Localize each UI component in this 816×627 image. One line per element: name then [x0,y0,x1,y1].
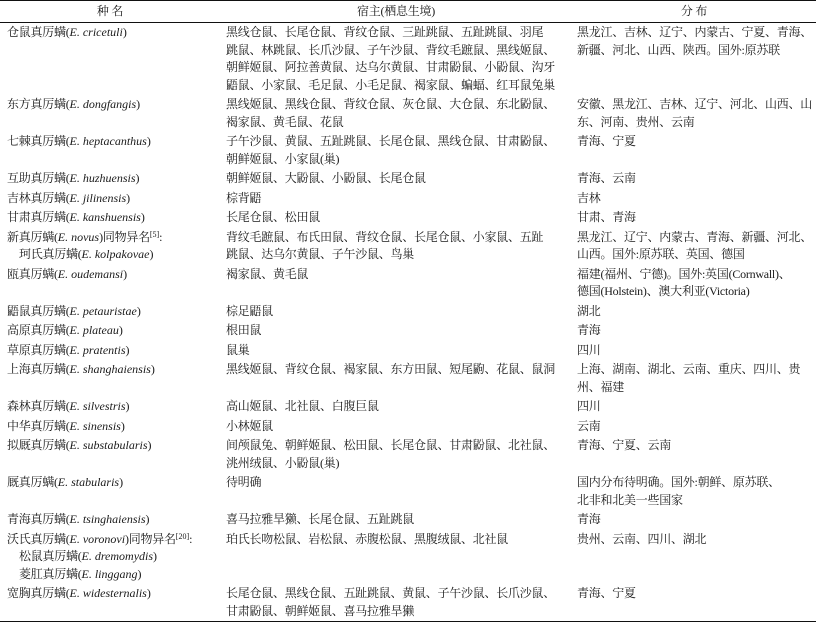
distribution-line: 湖北 [577,303,601,318]
host-line: 棕足鼯鼠 [226,303,274,318]
distribution-cell [572,302,816,322]
distribution-cell [572,360,816,397]
species-chinese-name: 甘肃真厉螨( [7,210,70,224]
species-scientific-name: E. widesternalis [69,586,147,600]
species-scientific-name: E. kolpakovae [81,247,150,261]
species-name-tail: ) [146,586,151,600]
species-scientific-name: E. jilinensis [69,190,127,205]
distribution-cell [572,321,816,341]
species-name [7,342,220,360]
host-cell [220,321,572,341]
species-name [7,24,220,42]
synonym-name [7,566,220,584]
table-row [0,473,816,510]
species-chinese-name: 吉林真厉螨( [7,190,70,205]
table-row [0,397,816,417]
distribution-cell [572,228,816,265]
host-cell [220,189,572,209]
species-scientific-name: E. petauristae [69,303,137,318]
species-chinese-name: 互助真厉螨( [7,171,70,185]
species-cell [0,473,220,510]
species-chinese-name: 拟厩真厉螨( [7,438,70,452]
species-name [7,133,220,151]
distribution-cell [572,584,816,622]
host-cell [220,228,572,265]
table-row [0,169,816,189]
table-row [0,23,816,96]
species-chinese-name: 新真厉螨( [7,229,58,244]
species-cell [0,189,220,209]
species-cell [0,95,220,132]
distribution-line: 云南 [577,418,601,433]
species-chinese-name: 东方真厉螨( [7,97,70,111]
species-name-tail: ) [135,171,140,185]
table-row [0,302,816,322]
host-cell [220,360,572,397]
distribution-line: 四川 [577,399,601,413]
species-cell [0,417,220,437]
host-cell [220,584,572,622]
distribution-line: 上海、湖南、湖北、云南、重庆、四川、贵 [577,362,801,376]
species-scientific-name: E. stabularis [57,475,120,489]
species-name [7,361,220,379]
species-scientific-name: E. shanghaiensis [69,362,151,376]
host-line: 珀氏长吻松鼠、岩松鼠、赤腹松鼠、黑腹绒鼠、北社鼠 [226,531,509,546]
distribution-cell [572,341,816,361]
host-line: 黑线姬鼠、背纹仓鼠、褐家鼠、东方田鼠、短尾鼩、花鼠、鼠洞 [226,362,556,376]
species-scientific-name: E. plateau [69,323,119,337]
distribution-line: 吉林 [577,190,601,205]
host-cell [220,417,572,437]
species-name-tail: ) [125,399,130,413]
host-line: 棕背鼯 [226,190,262,205]
distribution-cell [572,132,816,169]
distribution-line: 德国(Holstein)、澳大利亚(Victoria) [577,284,750,298]
header-species: 种 名 [0,1,220,23]
host-line: 黑线仓鼠、长尾仓鼠、背纹仓鼠、三趾跳鼠、五趾跳鼠、羽尾 [226,25,544,39]
host-line: 朝鲜姬鼠、小家鼠(巢) [226,151,340,166]
distribution-line: 东、河南、贵州、云南 [577,114,695,129]
species-cell [0,228,220,265]
host-line: 子午沙鼠、黄鼠、五趾跳鼠、长尾仓鼠、黑线仓鼠、甘肃鼢鼠、 [226,134,556,148]
distribution-line: 青海、宁夏 [577,586,636,600]
host-line: 朝鲜姬鼠、阿拉善黄鼠、达乌尔黄鼠、甘肃鼢鼠、小鼢鼠、沟牙 [226,60,556,74]
table-row [0,208,816,228]
species-chinese-name: 厩真厉螨( [7,475,58,489]
table-row [0,341,816,361]
species-name-tail: )同物异名 [99,229,150,244]
species-scientific-name: E. substabularis [69,438,148,452]
species-scientific-name: E. heptacanthus [69,134,147,148]
species-name [7,96,220,114]
distribution-cell [572,23,816,96]
host-cell [220,169,572,189]
host-cell [220,473,572,510]
species-scientific-name: E. sinensis [69,418,121,433]
header-host: 宿主(栖息生境) [220,1,572,23]
host-cell [220,132,572,169]
host-line: 长尾仓鼠、黑线仓鼠、五趾跳鼠、黄鼠、子午沙鼠、长爪沙鼠、 [226,586,556,600]
species-cell [0,302,220,322]
species-cell [0,169,220,189]
table-row [0,510,816,530]
species-name [7,229,220,247]
distribution-cell [572,530,816,585]
species-chinese-name: 七棘真厉螨( [7,134,70,148]
host-line: 长尾仓鼠、松田鼠 [226,210,321,224]
table-header [0,1,816,23]
species-scientific-name: E. huzhuensis [69,171,136,185]
host-line: 喜马拉雅旱獭、长尾仓鼠、五趾跳鼠 [226,512,415,526]
distribution-line: 黑龙江、辽宁、内蒙古、青海、新疆、河北、 [577,229,813,244]
species-scientific-name: E. pratentis [69,342,126,357]
species-scientific-name: E. tsinghaiensis [69,512,146,526]
species-name-tail: ) [149,247,154,261]
distribution-cell [572,169,816,189]
species-chinese-name: 草原真厉螨( [7,342,70,357]
distribution-cell [572,265,816,302]
species-name-tail: ) [119,475,123,489]
species-chinese-name: 青海真厉螨( [7,512,70,526]
species-cell [0,208,220,228]
species-chinese-name: 高原真厉螨( [7,323,70,337]
species-cell [0,530,220,585]
host-line: 朝鲜姬鼠、大鼢鼠、小鼢鼠、长尾仓鼠 [226,171,426,185]
host-cell [220,302,572,322]
species-cell [0,132,220,169]
species-name-tail: ) [126,190,130,205]
species-scientific-name: E. oudemansi [57,266,124,281]
species-name-tail: ) [146,134,151,148]
species-name-tail: ) [118,323,123,337]
species-scientific-name: E. cricetuli [69,25,123,39]
host-line: 小林姬鼠 [226,418,274,433]
distribution-line: 福建(福州、宁德)。国外:英国(Cornwall)、 [577,266,791,281]
species-name [7,303,220,321]
host-cell [220,208,572,228]
species-chinese-name: 森林真厉螨( [7,399,70,413]
synonym-name [7,246,220,264]
species-chinese-name: 珂氏真厉螨( [19,247,82,261]
species-name-end: : [189,531,193,546]
host-cell [220,265,572,302]
species-name-tail: ) [147,438,152,452]
host-line: 间颅鼠兔、朝鲜姬鼠、松田鼠、长尾仓鼠、甘肃鼢鼠、北社鼠、 [226,438,556,452]
species-scientific-name: E. novus [57,229,100,244]
host-line: 鼠巢 [226,342,250,357]
species-scientific-name: E. silvestris [69,399,126,413]
distribution-cell [572,208,816,228]
host-line: 根田鼠 [226,323,262,337]
host-line: 褐家鼠、黄毛鼠 [226,266,309,281]
species-cell [0,265,220,302]
distribution-line: 青海、云南 [577,171,636,185]
host-cell [220,23,572,96]
host-line: 跳鼠、林跳鼠、长爪沙鼠、子午沙鼠、背纹毛蹠鼠、黑线姬鼠、 [226,42,556,57]
species-cell [0,321,220,341]
species-name [7,418,220,436]
distribution-cell [572,510,816,530]
host-line: 甘肃鼢鼠、朝鲜姬鼠、喜马拉雅旱獭 [226,603,415,618]
species-name [7,531,220,549]
species-chinese-name: 仓鼠真厉螨( [7,25,70,39]
species-name-tail: ) [137,566,142,581]
host-cell [220,530,572,585]
species-name-tail: ) [150,362,155,376]
species-name [7,170,220,188]
host-line: 黑线姬鼠、黑线仓鼠、背纹仓鼠、灰仓鼠、大仓鼠、东北鼢鼠、 [226,97,556,111]
table-body [0,23,816,622]
header-row [0,1,816,23]
species-chinese-name: 鼯鼠真厉螨( [7,303,70,318]
host-cell [220,397,572,417]
species-name-tail: )同物异名 [125,531,176,546]
distribution-line: 青海 [577,512,601,526]
host-cell [220,341,572,361]
species-name-tail: ) [140,210,145,224]
species-scientific-name: E. linggang [81,566,138,581]
table-row [0,189,816,209]
species-name-tail: ) [136,97,140,111]
distribution-line: 四川 [577,342,601,357]
species-name [7,585,220,603]
species-cell [0,584,220,622]
distribution-line: 山西。国外:原苏联、英国、德国 [577,247,745,261]
host-line: 褐家鼠、黄毛鼠、花鼠 [226,114,344,129]
host-line: 高山姬鼠、北社鼠、白腹巨鼠 [226,399,379,413]
species-name [7,437,220,455]
species-scientific-name: E. kanshuensis [69,210,141,224]
species-name-tail: ) [136,303,141,318]
species-cell [0,436,220,473]
distribution-line: 安徽、黑龙江、吉林、辽宁、河北、山西、山 [577,97,813,111]
species-name [7,209,220,227]
table-row [0,265,816,302]
species-cell [0,23,220,96]
host-line: 鼯鼠、小家鼠、毛足鼠、小毛足鼠、褐家鼠、蝙蝠、红耳鼠兔巢 [226,77,556,92]
distribution-line: 黑龙江、吉林、辽宁、内蒙古、宁夏、青海、 [577,25,813,39]
species-chinese-name: 上海真厉螨( [7,362,70,376]
distribution-line: 新疆、河北、山西、陕西。国外:原苏联 [577,42,780,57]
table-row [0,228,816,265]
species-name [7,511,220,529]
distribution-cell [572,397,816,417]
host-line: 待明确 [226,475,262,489]
species-name [7,190,220,208]
species-name-tail: ) [122,25,127,39]
host-cell [220,510,572,530]
distribution-line: 青海、宁夏、云南 [577,438,672,452]
species-name-tail: ) [153,549,157,563]
species-chinese-name: 宽胸真厉螨( [7,586,70,600]
host-line: 洮州绒鼠、小鼢鼠(巢) [226,455,340,470]
species-name [7,398,220,416]
species-name-tail: ) [125,342,130,357]
host-line: 背纹毛蹠鼠、布氏田鼠、背纹仓鼠、长尾仓鼠、小家鼠、五趾 [226,229,544,244]
species-scientific-name: E. dremomydis [81,549,154,563]
table-row [0,321,816,341]
species-name [7,322,220,340]
host-cell [220,436,572,473]
table-row [0,95,816,132]
distribution-cell [572,473,816,510]
distribution-cell [572,417,816,437]
distribution-line: 州、福建 [577,379,625,394]
species-cell [0,397,220,417]
species-cell [0,341,220,361]
distribution-cell [572,189,816,209]
species-cell [0,510,220,530]
species-chinese-name: 中华真厉螨( [7,418,70,433]
distribution-line: 青海、宁夏 [577,134,636,148]
host-line: 跳鼠、达乌尔黄鼠、子午沙鼠、鸟巢 [226,247,415,261]
header-distribution: 分 布 [572,1,816,23]
table-row [0,530,816,585]
reference-marker: [5] [149,229,160,239]
table-row [0,584,816,622]
species-name-tail: ) [123,266,127,281]
distribution-line: 青海 [577,323,601,337]
distribution-line: 北非和北美一些国家 [577,492,683,507]
distribution-line: 国内分布待明确。国外:朝鲜、原苏联、 [577,475,780,489]
species-name-tail: ) [120,418,125,433]
species-cell [0,360,220,397]
table-row [0,436,816,473]
host-cell [220,95,572,132]
synonym-name [7,548,220,566]
table-row [0,417,816,437]
distribution-line: 甘肃、青海 [577,210,636,224]
distribution-cell [572,95,816,132]
species-name [7,266,220,284]
species-chinese-name: 菱肛真厉螨( [19,566,82,581]
species-chinese-name: 松鼠真厉螨( [19,549,82,563]
species-chinese-name: 瓯真厉螨( [7,266,58,281]
table-row [0,132,816,169]
reference-marker: [20] [175,531,190,541]
species-scientific-name: E. dongfangis [69,97,137,111]
species-name [7,474,220,492]
species-name-end: : [159,229,163,244]
table-row [0,360,816,397]
species-name-tail: ) [145,512,150,526]
distribution-line: 贵州、云南、四川、湖北 [577,531,707,546]
species-chinese-name: 沃氏真厉螨( [7,531,70,546]
distribution-cell [572,436,816,473]
species-scientific-name: E. voronovi [69,531,126,546]
